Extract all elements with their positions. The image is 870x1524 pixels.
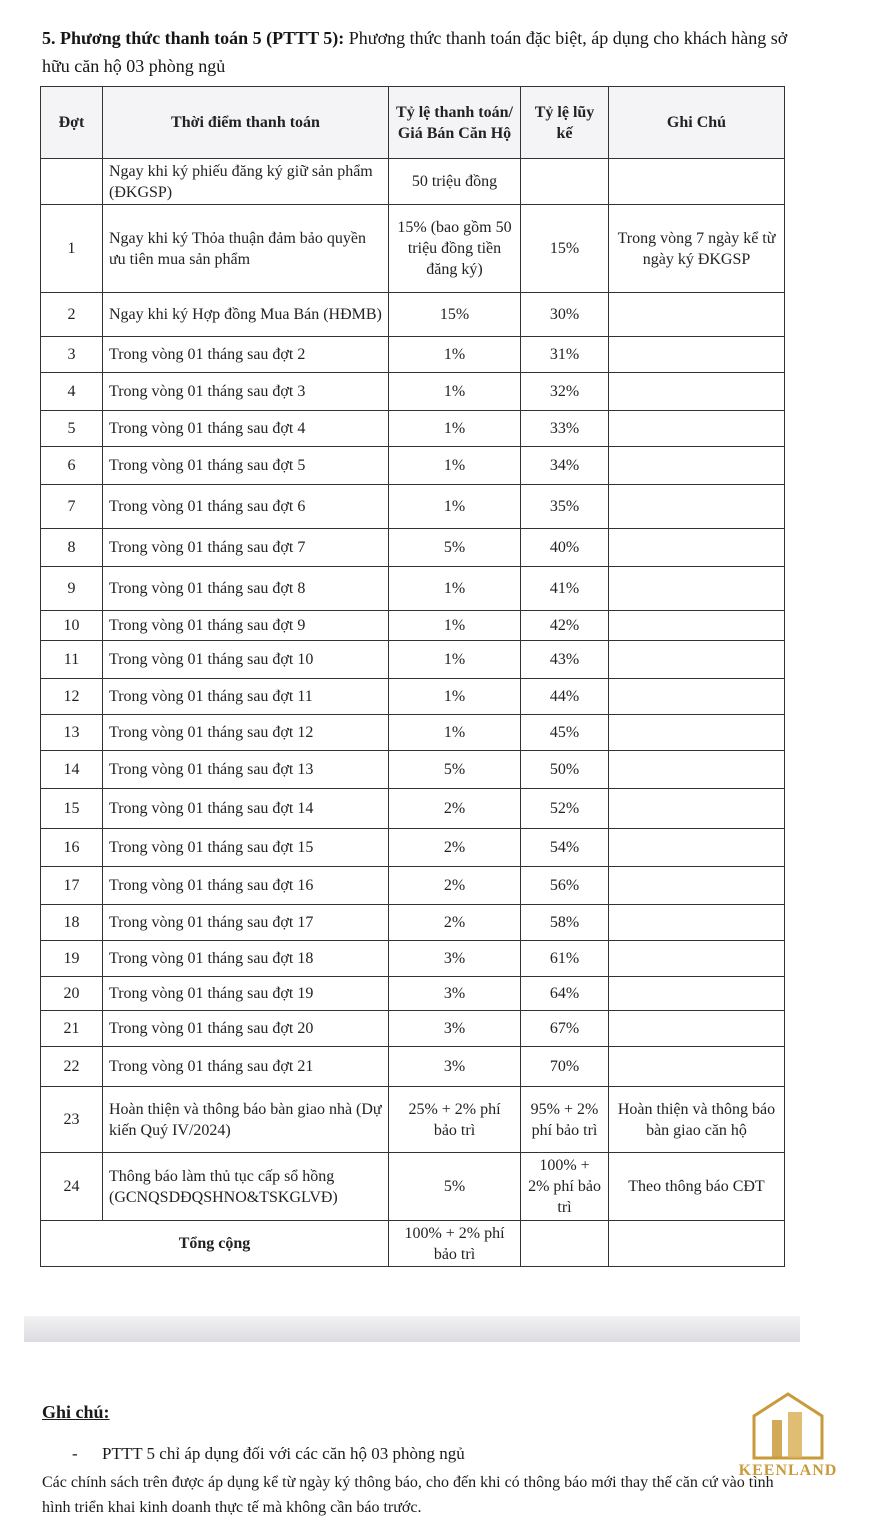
header-note: Ghi Chú [609,87,785,159]
payment-schedule-table [40,86,785,1267]
cell-payment-rate: 1% [389,715,521,751]
cell-payment-time: Trong vòng 01 tháng sau đợt 3 [103,373,389,411]
table-row [41,205,785,293]
cell-note [609,337,785,373]
cell-payment-time: Trong vòng 01 tháng sau đợt 9 [103,611,389,641]
cell-payment-rate: 1% [389,337,521,373]
cell-installment: 1 [41,205,103,293]
cell-payment-rate: 2% [389,789,521,829]
table-header-row [41,87,785,159]
cell-note [609,567,785,611]
cell-payment-time: Trong vòng 01 tháng sau đợt 4 [103,411,389,447]
cell-installment: 10 [41,611,103,641]
header-installment: Đợt [41,87,103,159]
cell-payment-time: Trong vòng 01 tháng sau đợt 12 [103,715,389,751]
cell-note [609,977,785,1011]
cell-payment-time: Trong vòng 01 tháng sau đợt 11 [103,679,389,715]
cell-cumulative-rate: 54% [521,829,609,867]
table-row [41,337,785,373]
cell-payment-time: Ngay khi ký Hợp đồng Mua Bán (HĐMB) [103,293,389,337]
table-row [41,829,785,867]
cell-payment-time: Trong vòng 01 tháng sau đợt 20 [103,1011,389,1047]
cell-installment: 7 [41,485,103,529]
cell-payment-time: Trong vòng 01 tháng sau đợt 10 [103,641,389,679]
cell-cumulative-rate: 31% [521,337,609,373]
total-note [609,1221,785,1267]
cell-payment-time: Trong vòng 01 tháng sau đợt 7 [103,529,389,567]
table-row [41,789,785,829]
cell-payment-rate: 3% [389,1047,521,1087]
cell-payment-rate: 1% [389,641,521,679]
table-row [41,1047,785,1087]
cell-cumulative-rate: 41% [521,567,609,611]
cell-payment-time: Ngay khi ký Thỏa thuận đảm bảo quyền ưu tiên mua sản phẩm [103,205,389,293]
cell-cumulative-rate: 32% [521,373,609,411]
cell-payment-time: Trong vòng 01 tháng sau đợt 19 [103,977,389,1011]
cell-cumulative-rate: 64% [521,977,609,1011]
table-row [41,1011,785,1047]
cell-payment-rate: 15% [389,293,521,337]
section-heading-text: Phương thức thanh toán đặc biệt, áp dụng cho khách hàng sở hữu căn hộ 03 phòng ngủ [42,28,788,76]
cell-note [609,159,785,205]
cell-note [609,373,785,411]
cell-payment-rate: 5% [389,1153,521,1221]
cell-cumulative-rate: 70% [521,1047,609,1087]
cell-payment-rate: 5% [389,751,521,789]
bullet-dash-icon: - [72,1444,78,1463]
cell-installment: 4 [41,373,103,411]
table-row [41,447,785,485]
table-row [41,1087,785,1153]
cell-payment-time: Hoàn thiện và thông báo bàn giao nhà (Dự kiến Quý IV/2024) [103,1087,389,1153]
cell-payment-time: Trong vòng 01 tháng sau đợt 5 [103,447,389,485]
table-row [41,411,785,447]
logo-brand-text: KEENLAND [738,1462,838,1479]
cell-installment: 11 [41,641,103,679]
cell-note [609,789,785,829]
cell-payment-time: Trong vòng 01 tháng sau đợt 21 [103,1047,389,1087]
cell-cumulative-rate: 67% [521,1011,609,1047]
table-row [41,485,785,529]
table-row [41,293,785,337]
cell-installment: 15 [41,789,103,829]
cell-note [609,1047,785,1087]
cell-cumulative-rate: 30% [521,293,609,337]
cell-payment-rate: 1% [389,567,521,611]
table-row [41,977,785,1011]
building-logo-icon [738,1390,838,1462]
cell-cumulative-rate: 44% [521,679,609,715]
cell-installment: 20 [41,977,103,1011]
cell-note [609,641,785,679]
table-row [41,529,785,567]
cell-payment-time: Trong vòng 01 tháng sau đợt 8 [103,567,389,611]
cell-note [609,751,785,789]
cell-note [609,829,785,867]
total-cumulative [521,1221,609,1267]
cell-note: Theo thông báo CĐT [609,1153,785,1221]
total-row [41,1221,785,1267]
cell-installment: 24 [41,1153,103,1221]
cell-cumulative-rate: 52% [521,789,609,829]
notes-title: Ghi chú: [42,1402,110,1422]
cell-note [609,529,785,567]
cell-cumulative-rate: 15% [521,205,609,293]
table-row [41,905,785,941]
cell-installment: 8 [41,529,103,567]
cell-installment: 3 [41,337,103,373]
cell-payment-time: Trong vòng 01 tháng sau đợt 17 [103,905,389,941]
cell-installment [41,159,103,205]
table-row [41,641,785,679]
cell-cumulative-rate: 58% [521,905,609,941]
cell-payment-rate: 1% [389,679,521,715]
divider-bar [24,1316,800,1342]
cell-installment: 23 [41,1087,103,1153]
cell-note: Trong vòng 7 ngày kể từ ngày ký ĐKGSP [609,205,785,293]
cell-payment-rate: 3% [389,977,521,1011]
total-label: Tổng cộng [41,1221,389,1267]
cell-note [609,941,785,977]
cell-payment-time: Trong vòng 01 tháng sau đợt 2 [103,337,389,373]
table-row [41,679,785,715]
cell-payment-time: Thông báo làm thủ tục cấp sổ hồng (GCNQSDĐQSHNO&TSKGLVĐ) [103,1153,389,1221]
cell-payment-rate: 1% [389,411,521,447]
table-row [41,941,785,977]
section-heading-bold: 5. Phương thức thanh toán 5 (PTTT 5): [42,28,345,48]
cell-note [609,1011,785,1047]
header-cumulative-rate: Tỷ lệ lũy kế [521,87,609,159]
cell-cumulative-rate: 34% [521,447,609,485]
cell-cumulative-rate: 42% [521,611,609,641]
table-row [41,611,785,641]
notes-paragraph: Các chính sách trên được áp dụng kể từ ngày ký thông báo, cho đến khi có thông báo mới thay thế căn cứ vào tình hình triển khai kinh doanh thực tế mà không cần báo trước. [42,1474,774,1516]
cell-cumulative-rate [521,159,609,205]
cell-note [609,293,785,337]
cell-note [609,905,785,941]
cell-payment-rate: 25% + 2% phí bảo trì [389,1087,521,1153]
cell-installment: 12 [41,679,103,715]
header-payment-time: Thời điểm thanh toán [103,87,389,159]
cell-note [609,715,785,751]
cell-cumulative-rate: 61% [521,941,609,977]
cell-note [609,679,785,715]
cell-installment: 19 [41,941,103,977]
cell-payment-rate: 2% [389,829,521,867]
cell-cumulative-rate: 40% [521,529,609,567]
cell-cumulative-rate: 95% + 2% phí bảo trì [521,1087,609,1153]
cell-installment: 18 [41,905,103,941]
cell-payment-time: Trong vòng 01 tháng sau đợt 14 [103,789,389,829]
cell-payment-rate: 5% [389,529,521,567]
cell-cumulative-rate: 43% [521,641,609,679]
notes-list-item [72,1444,465,1464]
cell-note [609,867,785,905]
cell-cumulative-rate: 100% + 2% phí bảo trì [521,1153,609,1221]
cell-note [609,447,785,485]
table-row [41,715,785,751]
table-row [41,373,785,411]
cell-installment: 9 [41,567,103,611]
cell-installment: 22 [41,1047,103,1087]
cell-payment-time: Trong vòng 01 tháng sau đợt 16 [103,867,389,905]
cell-payment-rate: 15% (bao gồm 50 triệu đồng tiền đăng ký) [389,205,521,293]
cell-note [609,611,785,641]
cell-payment-time: Trong vòng 01 tháng sau đợt 15 [103,829,389,867]
cell-note [609,411,785,447]
cell-installment: 14 [41,751,103,789]
cell-installment: 16 [41,829,103,867]
cell-installment: 17 [41,867,103,905]
cell-payment-rate: 1% [389,611,521,641]
table-row [41,1153,785,1221]
section-heading [42,24,812,80]
table-row [41,567,785,611]
cell-payment-rate: 1% [389,447,521,485]
cell-payment-time: Ngay khi ký phiếu đăng ký giữ sản phẩm (ĐKGSP) [103,159,389,205]
cell-payment-rate: 2% [389,905,521,941]
cell-cumulative-rate: 35% [521,485,609,529]
cell-payment-rate: 1% [389,485,521,529]
cell-payment-rate: 2% [389,867,521,905]
total-rate: 100% + 2% phí bảo trì [389,1221,521,1267]
table-row [41,159,785,205]
cell-payment-rate: 3% [389,941,521,977]
cell-payment-time: Trong vòng 01 tháng sau đợt 18 [103,941,389,977]
cell-payment-rate: 1% [389,373,521,411]
table-row [41,751,785,789]
cell-cumulative-rate: 45% [521,715,609,751]
cell-payment-time: Trong vòng 01 tháng sau đợt 6 [103,485,389,529]
cell-cumulative-rate: 56% [521,867,609,905]
notes-item-text: PTTT 5 chỉ áp dụng đối với các căn hộ 03 phòng ngủ [102,1444,465,1463]
header-payment-rate: Tỷ lệ thanh toán/ Giá Bán Căn Hộ [389,87,521,159]
table-row [41,867,785,905]
cell-note [609,485,785,529]
cell-payment-rate: 50 triệu đồng [389,159,521,205]
cell-cumulative-rate: 50% [521,751,609,789]
cell-payment-rate: 3% [389,1011,521,1047]
cell-installment: 13 [41,715,103,751]
cell-cumulative-rate: 33% [521,411,609,447]
cell-payment-time: Trong vòng 01 tháng sau đợt 13 [103,751,389,789]
keenland-logo [738,1390,838,1500]
cell-note: Hoàn thiện và thông báo bàn giao căn hộ [609,1087,785,1153]
cell-installment: 21 [41,1011,103,1047]
cell-installment: 5 [41,411,103,447]
cell-installment: 2 [41,293,103,337]
cell-installment: 6 [41,447,103,485]
